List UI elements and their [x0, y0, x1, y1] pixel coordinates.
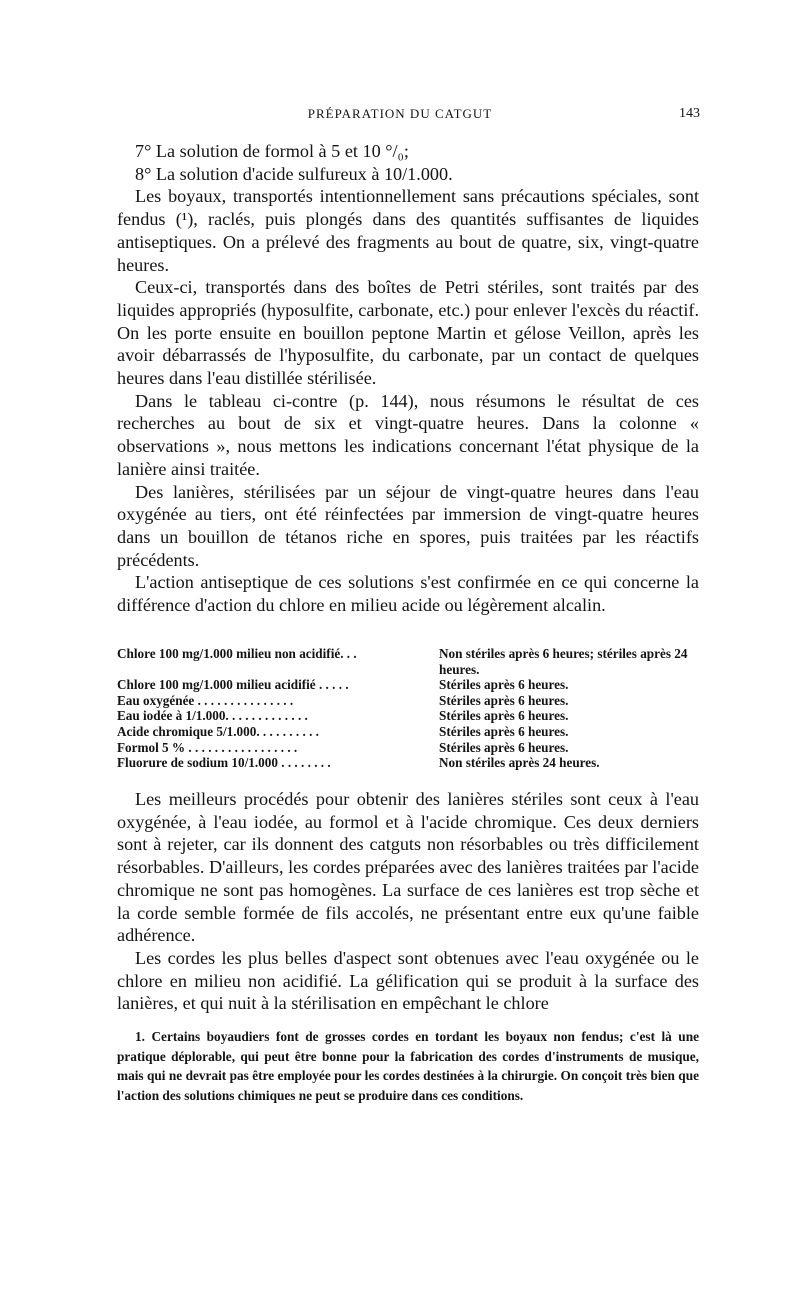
- paragraph: 7° La solution de formol à 5 et 10 °/₀;: [135, 141, 409, 161]
- table-cell-agent: Eau oxygénée . . . . . . . . . . . . . . .: [117, 692, 294, 708]
- table-cell-agent: Fluorure de sodium 10/1.000 . . . . . . . .: [117, 755, 331, 771]
- body-text-bottom: [117, 788, 699, 1015]
- table-cell-result: Non stériles après 24 heures.: [439, 755, 600, 771]
- page-number: 143: [679, 106, 700, 121]
- table-cell-agent: Eau iodée à 1/1.000. . . . . . . . . . . . .: [117, 708, 308, 724]
- table-cell-result: Non stériles après 6 heures; stériles après 24 heures.: [439, 646, 688, 677]
- footnote: [117, 1027, 699, 1105]
- table-cell-agent: Chlore 100 mg/1.000 milieu acidifié . . . . .: [117, 677, 349, 693]
- table-cell-agent: Acide chromique 5/1.000. . . . . . . . . .: [117, 723, 319, 739]
- footnote-text: 1. Certains boyaudiers font de grosses cordes en tordant les boyaux non fendus; c'est là une pratique déplorable, qui peut être bonne pour la fabrication des cordes d'instruments de musique, mais qui ne devrait pas être employée pour les cordes destinées à la chirurgie. On conçoit très bien que l'action des solutions chimiques ne peut se produire dans ces conditions.: [117, 1029, 699, 1103]
- table-cell-result: Stériles après 6 heures.: [439, 723, 569, 739]
- paragraph: Ceux-ci, transportés dans des boîtes de Petri stériles, sont traités par des liquides appropriés (hyposulfite, carbonate, etc.) pour enlever l'excès du réactif. On les porte ensuite en bouillon peptone Martin et gélose Veillon, après les avoir débarrassés de l'hyposulfite, du carbonate, par un contact de quelques heures dans l'eau distillée stérilisée.: [117, 277, 699, 389]
- table-cell-result: Stériles après 6 heures.: [439, 677, 569, 693]
- paragraph: Les boyaux, transportés intentionnellement sans précautions spéciales, sont fendus (¹), raclés, puis plongés dans des quantités suffisantes de liquides antiseptiques. On a prélevé des fragments au bout de quatre, six, vingt-quatre heures.: [117, 186, 699, 275]
- paragraph: 8° La solution d'acide sulfureux à 10/1.000.: [135, 163, 453, 184]
- results-table: [117, 646, 707, 771]
- table-row: [117, 677, 707, 693]
- table-cell-agent: Chlore 100 mg/1.000 milieu non acidifié. . .: [117, 646, 357, 661]
- page-header: [0, 106, 800, 126]
- table-row: [117, 708, 707, 724]
- table-row: [117, 693, 707, 709]
- table-cell-result: Stériles après 6 heures.: [439, 739, 569, 755]
- paragraph: Dans le tableau ci-contre (p. 144), nous résumons le résultat de ces recherches au bout de six et vingt-quatre heures. Dans la colonne « observations », nous mettons les indications concernant l'état physique de la lanière ainsi traitée.: [117, 390, 699, 479]
- paragraph: Les cordes les plus belles d'aspect sont obtenues avec l'eau oxygénée ou le chlore en milieu non acidifié. La gélification qui se produit à la surface des lanières, et qui nuit à la stérilisation en empêchant le chlore: [117, 947, 699, 1014]
- body-text-top: [117, 140, 699, 617]
- table-row: [117, 740, 707, 756]
- paragraph: Des lanières, stérilisées par un séjour de vingt-quatre heures dans l'eau oxygénée au tiers, ont été réinfectées par immersion de vingt-quatre heures dans un bouillon de tétanos riche en spores, puis traitées par les réactifs précédents.: [117, 481, 699, 570]
- paragraph: Les meilleurs procédés pour obtenir des lanières stériles sont ceux à l'eau oxygénée, à l'eau iodée, au formol et à l'acide chromique. Ces deux derniers sont à rejeter, car ils donnent des catguts non résorbables ou très difficilement résorbables. D'ailleurs, les cordes préparées avec des lanières traitées par l'acide chromique ne sont pas homogènes. La surface de ces lanières est trop sèche et la corde semble formée de fils accolés, ne présentant entre eux qu'une faible adhérence.: [117, 789, 699, 946]
- table-row: [117, 646, 707, 677]
- table-cell-result: Stériles après 6 heures.: [439, 692, 569, 708]
- table-row: [117, 724, 707, 740]
- table-cell-result: Stériles après 6 heures.: [439, 708, 569, 724]
- paragraph: L'action antiseptique de ces solutions s'est confirmée en ce qui concerne la différence d'action du chlore en milieu acide ou légèrement alcalin.: [117, 572, 699, 616]
- table-row: [117, 755, 707, 771]
- table-cell-agent: Formol 5 % . . . . . . . . . . . . . . . . .: [117, 739, 298, 755]
- running-title: PRÉPARATION DU CATGUT: [307, 106, 493, 121]
